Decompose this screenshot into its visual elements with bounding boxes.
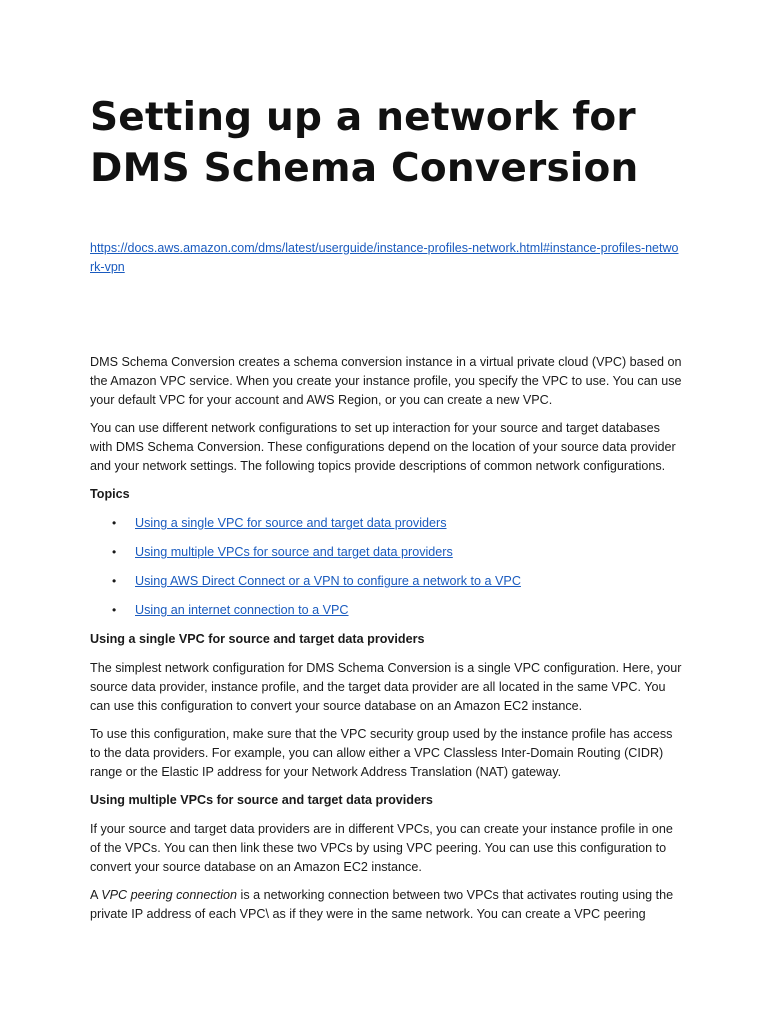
topic-item <box>90 601 682 620</box>
topic-item <box>90 514 682 533</box>
section2-paragraph-1: If your source and target data providers are in different VPCs, you can create your instance profile in one of the VPCs. You can then link these two VPCs by using VPC peering. You can use this configuration to convert your source database on an Amazon EC2 instance. <box>90 822 673 874</box>
vpc-peering-term: VPC peering connection <box>101 888 238 902</box>
page-title: Setting up a network for DMS Schema Conversion <box>90 95 639 191</box>
section1-paragraph-1: The simplest network configuration for DMS Schema Conversion is a single VPC configuration. Here, your source data provider, instance profile, and the target data provider are all located in the same VPC. You can use this configuration to convert your source database on an Amazon EC2 instance. <box>90 661 682 713</box>
source-link[interactable]: https://docs.aws.amazon.com/dms/latest/userguide/instance-profiles-network.html#instance-profiles-network-vpn <box>90 241 679 274</box>
topic-link-internet-connection[interactable]: Using an internet connection to a VPC <box>135 603 349 617</box>
document-body <box>90 353 682 924</box>
topics-list <box>90 514 682 620</box>
topic-link-direct-connect-vpn[interactable]: Using AWS Direct Connect or a VPN to configure a network to a VPC <box>135 574 521 588</box>
bullet-icon: • <box>112 574 117 588</box>
section2-paragraph-2 <box>90 886 682 924</box>
topic-item <box>90 543 682 562</box>
bullet-icon: • <box>112 545 117 559</box>
section-heading-multiple-vpcs: Using multiple VPCs for source and target data providers <box>90 793 433 807</box>
intro-paragraph-1: DMS Schema Conversion creates a schema conversion instance in a virtual private cloud (VPC) based on the Amazon VPC service. When you create your instance profile, you specify the VPC to use. You can use your default VPC for your account and AWS Region, or you can create a new VPC. <box>90 355 682 407</box>
intro-paragraph-2: You can use different network configurations to set up interaction for your source and target databases with DMS Schema Conversion. These configurations depend on the location of your source data provider and your network settings. The following topics provide descriptions of common network configurations. <box>90 421 676 473</box>
document-page <box>90 92 682 933</box>
topic-link-multiple-vpcs[interactable]: Using multiple VPCs for source and target data providers <box>135 545 453 559</box>
topics-heading: Topics <box>90 487 130 501</box>
bullet-icon: • <box>112 516 117 530</box>
section1-paragraph-2: To use this configuration, make sure that the VPC security group used by the instance profile has access to the data providers. For example, you can allow either a VPC Classless Inter-Domain Routing (CIDR) range or the Elastic IP address for your Network Address Translation (NAT) gateway. <box>90 727 673 779</box>
paragraph-prefix: A <box>90 888 102 902</box>
topic-link-single-vpc[interactable]: Using a single VPC for source and target data providers <box>135 516 447 530</box>
topic-item <box>90 572 682 591</box>
paragraph-rest: is a networking connection between two VPCs that activates routing using the private IP address of each VPC\ as if they were in the same network. You can create a VPC peering <box>90 888 674 921</box>
section-heading-single-vpc: Using a single VPC for source and target data providers <box>90 632 425 646</box>
bullet-icon: • <box>112 603 117 617</box>
